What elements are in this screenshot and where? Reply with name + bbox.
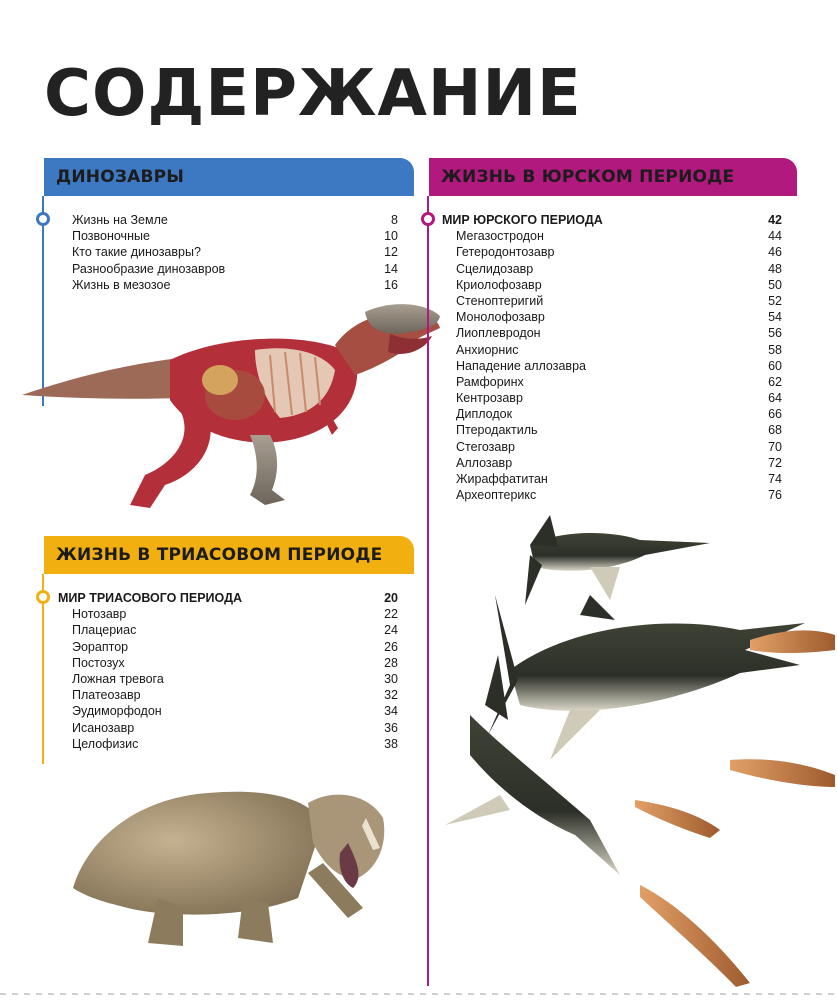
toc-entry-label: Мегазостродон	[456, 229, 544, 244]
toc-entry-page-number: 50	[768, 277, 782, 292]
toc-entry[interactable]	[72, 212, 398, 228]
bullet-marker-dinosaurs	[36, 212, 50, 226]
toc-entry[interactable]	[442, 358, 782, 374]
section-title-jurassic: ЖИЗНЬ В ЮРСКОМ ПЕРИОДЕ	[441, 167, 735, 187]
toc-entry-label: МИР ЮРСКОГО ПЕРИОДА	[442, 213, 603, 227]
toc-entry[interactable]	[442, 390, 782, 406]
toc-entry[interactable]	[442, 439, 782, 455]
toc-entry-page-number: 22	[384, 607, 398, 622]
toc-entry-label: Анхиорнис	[456, 342, 519, 357]
toc-entry[interactable]	[58, 703, 398, 719]
toc-entry-label: Лиоплевродон	[456, 326, 541, 341]
toc-entry[interactable]	[442, 422, 782, 438]
toc-entry-page-number: 60	[768, 358, 782, 373]
toc-entry-label: Кто такие динозавры?	[72, 245, 201, 260]
toc-entry-label: Разнообразие динозавров	[72, 261, 226, 276]
toc-entry-page-number: 66	[768, 407, 782, 422]
toc-entry-page-number: 70	[768, 439, 782, 454]
toc-entry[interactable]	[58, 655, 398, 671]
toc-list-triassic	[58, 590, 398, 752]
toc-entry-label: Стегозавр	[456, 439, 515, 454]
toc-entry-page-number: 72	[768, 455, 782, 470]
toc-entry[interactable]	[442, 228, 782, 244]
toc-entry-label: Жираффатитан	[456, 472, 548, 486]
toc-entry-page-number: 30	[384, 671, 398, 686]
toc-entry[interactable]	[58, 687, 398, 703]
toc-entry[interactable]	[442, 487, 782, 503]
toc-entry[interactable]	[58, 720, 398, 736]
toc-entry-label: Рамфоринх	[456, 374, 524, 389]
toc-entry-page-number: 44	[768, 229, 782, 244]
toc-entry[interactable]	[72, 228, 398, 244]
toc-entry[interactable]	[72, 261, 398, 277]
toc-entry-label: Аллозавр	[456, 455, 513, 470]
toc-entry[interactable]	[442, 342, 782, 358]
toc-entry-page-number: 52	[768, 293, 782, 308]
toc-main-entry[interactable]	[442, 212, 782, 228]
toc-entry-label: Криолофозавр	[456, 277, 542, 292]
toc-entry-page-number: 12	[384, 245, 398, 260]
toc-entry-page-number: 28	[384, 655, 398, 670]
toc-entry[interactable]	[442, 309, 782, 325]
toc-entry-label: Стеноптеригий	[456, 293, 544, 308]
placerias-illustration	[68, 768, 398, 958]
toc-entry-label: МИР ТРИАСОВОГО ПЕРИОДА	[58, 591, 243, 605]
toc-entry[interactable]	[442, 261, 782, 277]
toc-entry-label: Позвоночные	[72, 229, 150, 244]
toc-entry-page-number: 24	[384, 623, 398, 638]
toc-entry-page-number: 42	[768, 213, 782, 227]
toc-entry-page-number: 76	[768, 488, 782, 503]
toc-entry-label: Кентрозавр	[456, 391, 523, 406]
toc-entry-page-number: 58	[768, 342, 782, 357]
toc-entry-label: Археоптерикс	[456, 488, 537, 503]
toc-entry-page-number: 26	[384, 639, 398, 654]
toc-entry-page-number: 56	[768, 326, 782, 341]
toc-entry-page-number: 14	[384, 261, 398, 276]
toc-entry[interactable]	[58, 639, 398, 655]
toc-entry-label: Плацериас	[72, 623, 137, 638]
toc-entry[interactable]	[442, 455, 782, 471]
section-line-jurassic	[427, 196, 429, 986]
section-title-triassic: ЖИЗНЬ В ТРИАСОВОМ ПЕРИОДЕ	[56, 545, 383, 565]
toc-entry-page-number: 64	[768, 391, 782, 406]
toc-entry-page-number: 36	[384, 720, 398, 735]
toc-entry[interactable]	[442, 293, 782, 309]
toc-entry-label: Ложная тревога	[72, 671, 164, 686]
toc-entry-label: Исанозавр	[72, 720, 135, 735]
bullet-marker-jurassic	[421, 212, 435, 226]
section-header-jurassic[interactable]	[429, 158, 797, 196]
toc-entry-label: Нападение аллозавра	[456, 358, 586, 373]
toc-entry-label: Эораптор	[72, 639, 129, 654]
section-header-dinosaurs[interactable]	[44, 158, 414, 196]
toc-entry-label: Платеозавр	[72, 688, 141, 703]
toc-entry-label: Нотозавр	[72, 607, 127, 622]
toc-entry-page-number: 62	[768, 374, 782, 389]
toc-entry[interactable]	[58, 606, 398, 622]
section-header-triassic[interactable]	[44, 536, 414, 574]
toc-entry-label: Гетеродонтозавр	[456, 245, 555, 260]
toc-entry[interactable]	[72, 277, 398, 293]
toc-entry-page-number: 74	[768, 472, 782, 486]
t-rex-anatomy-illustration	[20, 300, 445, 515]
bullet-marker-triassic	[36, 590, 50, 604]
page-title: СОДЕРЖАНИЕ	[44, 57, 582, 131]
toc-entry-label: Эудиморфодон	[72, 704, 162, 719]
toc-entry-label: Диплодок	[456, 407, 513, 422]
toc-list-dinosaurs	[72, 212, 398, 293]
toc-main-entry[interactable]	[58, 590, 398, 606]
toc-entry-label: Птеродактиль	[456, 423, 538, 438]
toc-entry-label: Целофизис	[72, 736, 139, 751]
toc-entry-page-number: 10	[384, 229, 398, 244]
toc-entry-label: Сцелидозавр	[456, 261, 534, 276]
toc-entry-page-number: 8	[391, 213, 398, 227]
toc-entry-page-number: 34	[384, 704, 398, 719]
toc-entry[interactable]	[442, 325, 782, 341]
stenopterygius-illustration	[440, 505, 837, 990]
toc-entry-page-number: 20	[384, 591, 398, 605]
toc-entry-page-number: 48	[768, 261, 782, 276]
toc-entry-label: Монолофозавр	[456, 310, 545, 325]
toc-list-jurassic	[442, 212, 782, 503]
toc-entry-page-number: 16	[384, 277, 398, 292]
toc-entry-page-number: 32	[384, 688, 398, 703]
toc-entry[interactable]	[442, 471, 782, 487]
toc-entry[interactable]	[72, 244, 398, 260]
toc-entry-label: Жизнь на Земле	[72, 213, 168, 227]
toc-entry-page-number: 54	[768, 310, 782, 325]
toc-entry[interactable]	[442, 406, 782, 422]
toc-entry[interactable]	[442, 374, 782, 390]
toc-entry[interactable]	[58, 736, 398, 752]
toc-entry-page-number: 68	[768, 423, 782, 438]
section-title-dinosaurs: ДИНОЗАВРЫ	[56, 167, 185, 187]
page-bottom-border	[0, 993, 837, 995]
toc-entry-page-number: 38	[384, 736, 398, 751]
toc-entry-page-number: 46	[768, 245, 782, 260]
toc-entry[interactable]	[58, 622, 398, 638]
toc-entry[interactable]	[58, 671, 398, 687]
toc-entry-label: Жизнь в мезозое	[72, 277, 171, 292]
toc-entry[interactable]	[442, 277, 782, 293]
toc-entry[interactable]	[442, 244, 782, 260]
toc-entry-label: Постозух	[72, 655, 125, 670]
